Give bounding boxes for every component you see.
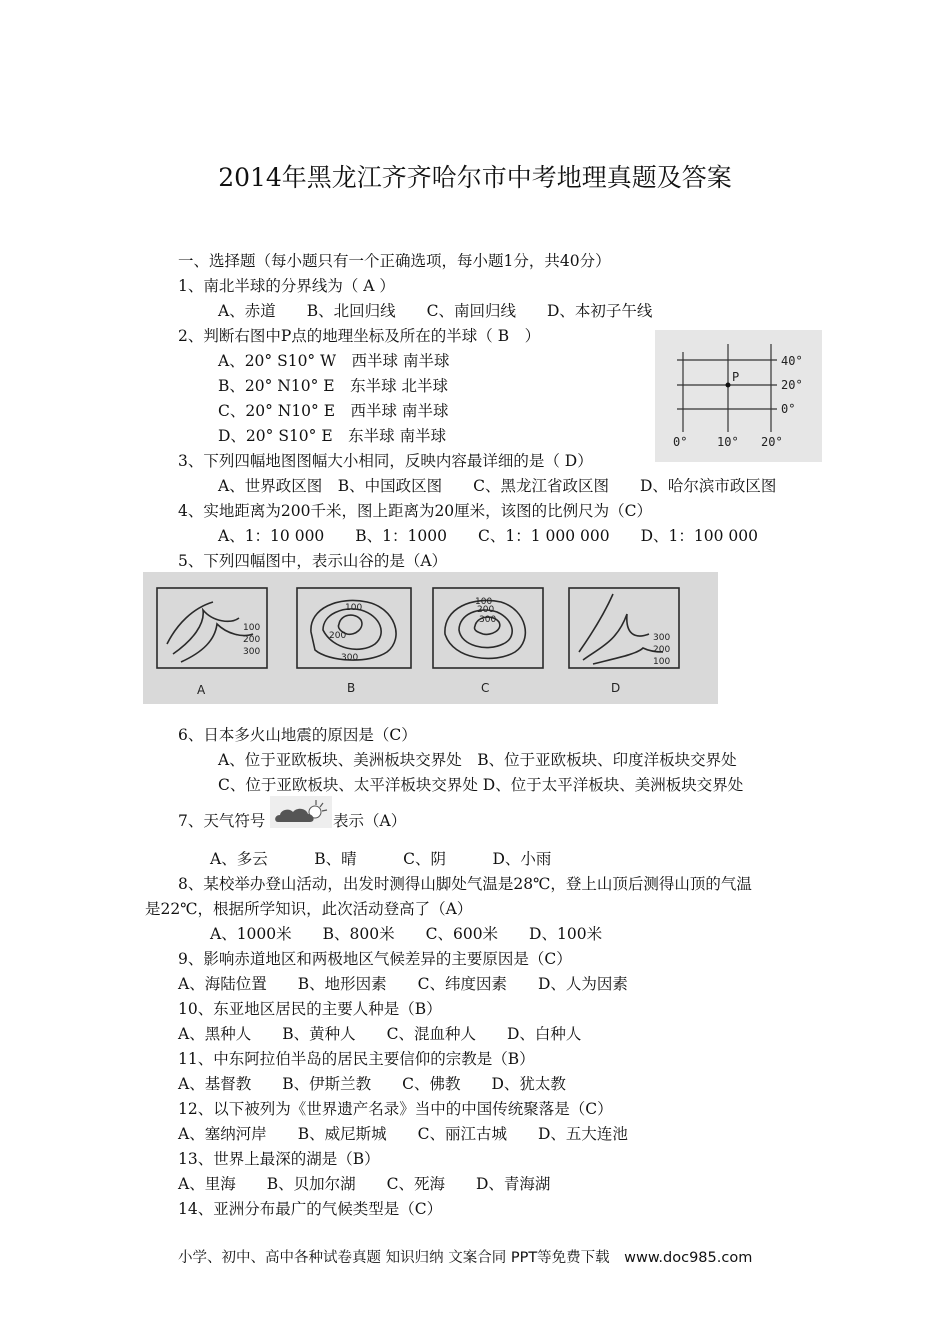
q8-stem-line2: 是22℃，根据所学知识，此次活动登高了（A） — [145, 900, 473, 918]
lon-label-20: 20° — [761, 435, 783, 449]
q1-stem: 1、南北半球的分界线为（ A ） — [178, 277, 395, 295]
contour-maps-figure — [143, 572, 718, 704]
panel-a-label-100: 100 — [243, 623, 261, 633]
point-p-marker — [726, 383, 731, 388]
panel-b-letter: B — [347, 681, 356, 695]
q7-stem-after: 表示（A） — [333, 812, 407, 830]
q12-options: A、塞纳河岸 B、威尼斯城 C、丽江古城 D、五大连池 — [178, 1125, 628, 1143]
q4-options: A、1：10 000 B、1：1000 C、1：1 000 000 D、1：100 000 — [218, 527, 758, 545]
q12-stem: 12、以下被列为《世界遗产名录》当中的中国传统聚落是（C） — [178, 1100, 613, 1118]
panel-c-label-200: 200 — [477, 605, 495, 615]
section-heading: 一、选择题（每小题只有一个正确选项，每小题1分，共40分） — [178, 252, 611, 270]
q2-option-c: C、20° N10° E 西半球 南半球 — [218, 402, 449, 420]
q7-stem-before: 7、天气符号 — [178, 812, 266, 830]
q3-stem: 3、下列四幅地图图幅大小相同，反映内容最详细的是（ D） — [178, 452, 593, 470]
q10-stem: 10、东亚地区居民的主要人种是（B） — [178, 1000, 442, 1018]
q6-options-ab: A、位于亚欧板块、美洲板块交界处 B、位于亚欧板块、印度洋板块交界处 — [218, 751, 737, 769]
point-p-label: P — [732, 370, 740, 384]
q1-options: A、赤道 B、北回归线 C、南回归线 D、本初子午线 — [218, 302, 653, 320]
q11-stem: 11、中东阿拉伯半岛的居民主要信仰的宗教是（B） — [178, 1050, 535, 1068]
q6-options-cd: C、位于亚欧板块、太平洋板块交界处 D、位于太平洋板块、美洲板块交界处 — [218, 776, 744, 794]
q10-options: A、黑种人 B、黄种人 C、混血种人 D、白种人 — [178, 1025, 582, 1043]
panel-c-label-300: 300 — [479, 615, 497, 625]
panel-a-label-300: 300 — [243, 647, 261, 657]
q2-option-a: A、20° S10° W 西半球 南半球 — [218, 352, 450, 370]
q2-option-d: D、20° S10° E 东半球 南半球 — [218, 427, 447, 445]
q5-stem: 5、下列四幅图中，表示山谷的是（A） — [178, 552, 448, 570]
panel-b-label-200: 200 — [329, 631, 347, 641]
panel-c-label-100: 100 — [475, 597, 493, 607]
q11-options: A、基督教 B、伊斯兰教 C、佛教 D、犹太教 — [178, 1075, 566, 1093]
lon-label-0: 0° — [673, 435, 688, 449]
q4-stem: 4、实地距离为200千米，图上距离为20厘米，该图的比例尺为（C） — [178, 502, 653, 520]
panel-a-letter: A — [197, 683, 206, 697]
q8-options: A、1000米 B、800米 C、600米 D、100米 — [210, 925, 603, 943]
panel-d-letter: D — [611, 681, 621, 695]
q6-stem: 6、日本多火山地震的原因是（C） — [178, 726, 417, 744]
q3-options: A、世界政区图 B、中国政区图 C、黑龙江省政区图 D、哈尔滨市政区图 — [218, 477, 777, 495]
lat-label-0: 0° — [781, 402, 796, 416]
panel-d-label-300: 300 — [653, 633, 671, 643]
page-title: 2014年黑龙江齐齐哈尔市中考地理真题及答案 — [218, 163, 732, 192]
panel-d-label-200: 200 — [653, 645, 671, 655]
q13-stem: 13、世界上最深的湖是（B） — [178, 1150, 380, 1168]
cloudy-weather-icon — [270, 796, 332, 828]
page-footer: 小学、初中、高中各种试卷真题 知识归纳 文案合同 PPT等免费下载 www.doc985.com — [178, 1250, 753, 1266]
q2-stem: 2、判断右图中P点的地理坐标及所在的半球（ B ） — [178, 327, 541, 345]
panel-b-label-300: 300 — [341, 653, 359, 663]
q13-options: A、里海 B、贝加尔湖 C、死海 D、青海湖 — [178, 1175, 551, 1193]
coordinate-grid-figure — [655, 330, 822, 462]
lon-label-10: 10° — [717, 435, 739, 449]
q9-options: A、海陆位置 B、地形因素 C、纬度因素 D、人为因素 — [178, 975, 628, 993]
panel-c-letter: C — [481, 681, 490, 695]
q2-option-b: B、20° N10° E 东半球 北半球 — [218, 377, 448, 395]
panel-d-label-100: 100 — [653, 657, 671, 667]
lat-label-20: 20° — [781, 378, 803, 392]
q14-stem: 14、亚洲分布最广的气候类型是（C） — [178, 1200, 443, 1218]
q9-stem: 9、影响赤道地区和两极地区气候差异的主要原因是（C） — [178, 950, 572, 968]
lat-label-40: 40° — [781, 354, 803, 368]
q7-options: A、多云 B、晴 C、阴 D、小雨 — [210, 850, 552, 868]
panel-b-label-100: 100 — [345, 603, 363, 613]
panel-a-label-200: 200 — [243, 635, 261, 645]
q8-stem-line1: 8、某校举办登山活动，出发时测得山脚处气温是28℃，登上山顶后测得山顶的气温 — [178, 875, 752, 893]
